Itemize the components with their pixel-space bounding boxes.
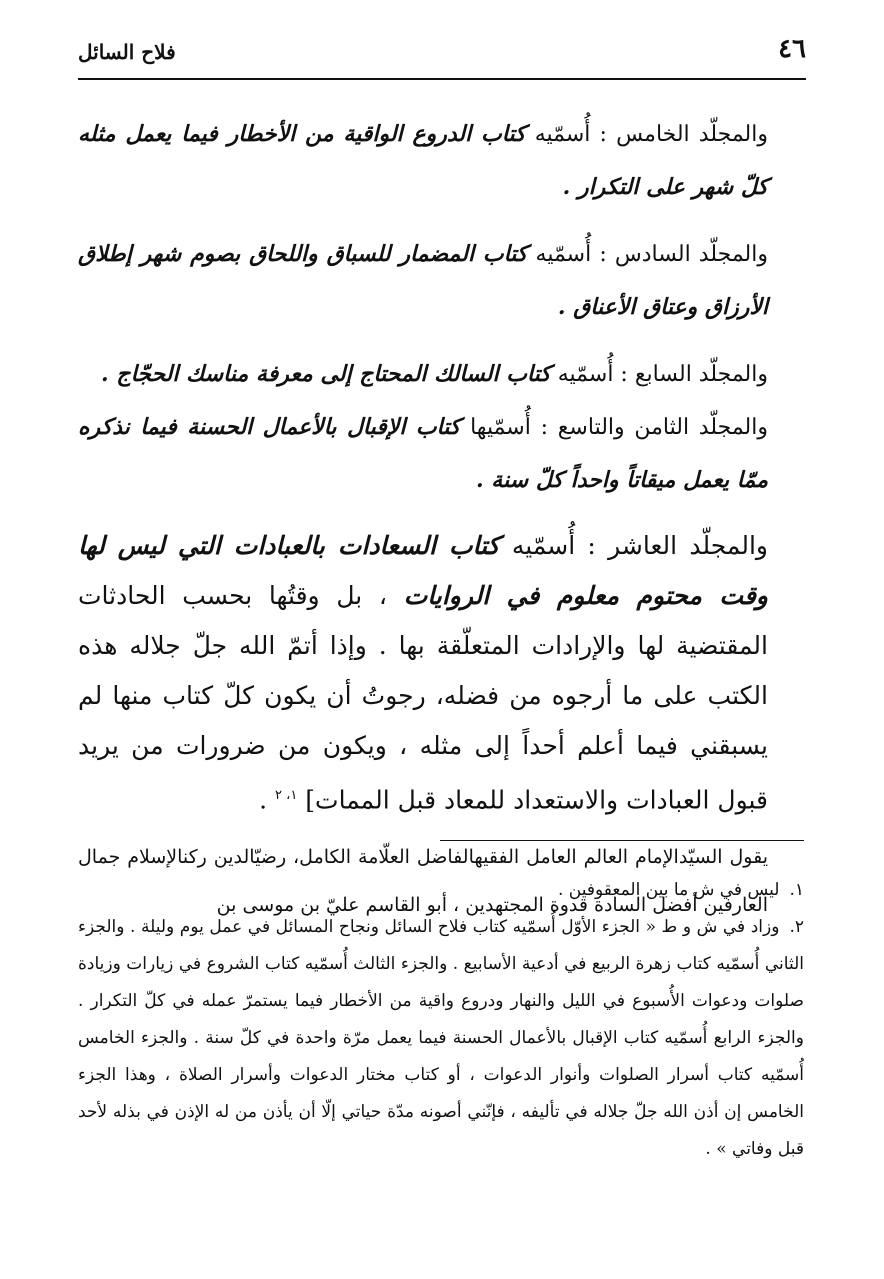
volume-10-end: . <box>259 785 276 815</box>
volume-8-9-title: كتاب الإقبال بالأعمال الحسنة فيما نذكره ممّا يعمل ميقاتاً واحداً كلّ سنة . <box>78 414 768 493</box>
volume-10-text: ، بل وقتُها بحسب الحادثات المقتضية لها والإرادات المتعلّقة بها . وإذا أتمّ الله جلّ جلاله هذه الكتب على ما أرجوه من فضله، رجوتُ أن يكون كلّ كتاب منها لم يسبقني فيما أعلم أحداً إلى مثله ، ويكون من ضرورات من يريد قبول العبادات والاستعداد للمعاد قبل الممات] <box>78 581 768 815</box>
volume-7-lead: والمجلّد السابع : أُسمّيه <box>550 362 768 387</box>
footnote-2 <box>78 909 804 1168</box>
page-number: ٤٦ <box>778 34 806 64</box>
paragraph-volume-10 <box>78 521 804 825</box>
main-text <box>78 108 804 929</box>
footnotes <box>78 872 804 1168</box>
running-title: فلاح السائل <box>78 40 176 64</box>
footnote-reference: ١، ٢ <box>275 788 298 803</box>
volume-6-lead: والمجلّد السادس : أُسمّيه <box>527 242 768 267</box>
paragraph-author-intro: يقول السيّدالإمام العالم العامل الفقيهالفاضل العلّامة الكامل، رضيّالدين ركنالإسلام جمال العارفين أفضل السادة قدوة المجتهدين ، أبو القاسم عليّ بن موسى بن <box>78 846 768 917</box>
volume-10-lead: والمجلّد العاشر : أُسمّيه <box>499 531 768 560</box>
paragraph-volume-5 <box>78 108 804 214</box>
volume-5-lead: والمجلّد الخامس : أُسمّيه <box>525 122 769 147</box>
page-header <box>78 30 806 80</box>
footnote-divider <box>440 840 804 841</box>
footnote-1-number: ١. <box>789 880 804 900</box>
footnote-1-text: ليس في ش ما بين المعقوفين . <box>557 880 780 900</box>
paragraph-volume-7 <box>78 348 804 401</box>
paragraph-volume-8-9 <box>78 401 804 507</box>
volume-5-title: كتاب الدروع الواقية من الأخطار فيما يعمل مثله كلّ شهر على التكرار . <box>78 121 768 200</box>
footnote-1 <box>78 872 804 909</box>
footnote-2-number: ٢. <box>789 917 805 937</box>
footnote-2-text: وزاد في ش و ط « الجزء الأوّل أُسمّيه كتاب فلاح السائل ونجاح المسائل في عمل يوم وليلة . والجزء الثاني أُسمّيه كتاب زهرة الربيع في أدعية الأسابيع . والجزء الثالث أُسمّيه كتاب الشروع في زيارات وزيادة صلوات ودعوات الأُسبوع في الليل والنهار ودروع واقية من الأخطار فيما يستمرّ عمله في كلّ التكرار . والجزء الرابع أُسمّيه كتاب الإقبال بالأعمال الحسنة فيما يعمل مرّة واحدة في كلّ سنة . والجزء الخامس أُسمّيه كتاب أسرار الصلوات وأنوار الدعوات ، أو كتاب مختار الدعوات وأسرار الصلاة ، وهذا الجزء الخامس إن أذن الله جلّ جلاله في تأليفه ، فإنّني أصونه مدّة حياتي إلّا أن يأذن من له الإذن في بذله لأحد قبل وفاتي » . <box>78 917 804 1159</box>
volume-10-title: كتاب السعادات بالعبادات التي ليس لها وقت محتوم معلوم في الروايات <box>78 531 768 610</box>
volume-7-title: كتاب السالك المحتاج إلى معرفة مناسك الحجّاج . <box>101 361 551 387</box>
volume-6-title: كتاب المضمار للسباق واللحاق بصوم شهر إطلاق الأرزاق وعتاق الأعناق . <box>78 241 768 320</box>
paragraph-volume-6 <box>78 228 804 334</box>
volume-8-9-lead: والمجلّد الثامن والتاسع : أُسمّيها <box>460 415 768 440</box>
